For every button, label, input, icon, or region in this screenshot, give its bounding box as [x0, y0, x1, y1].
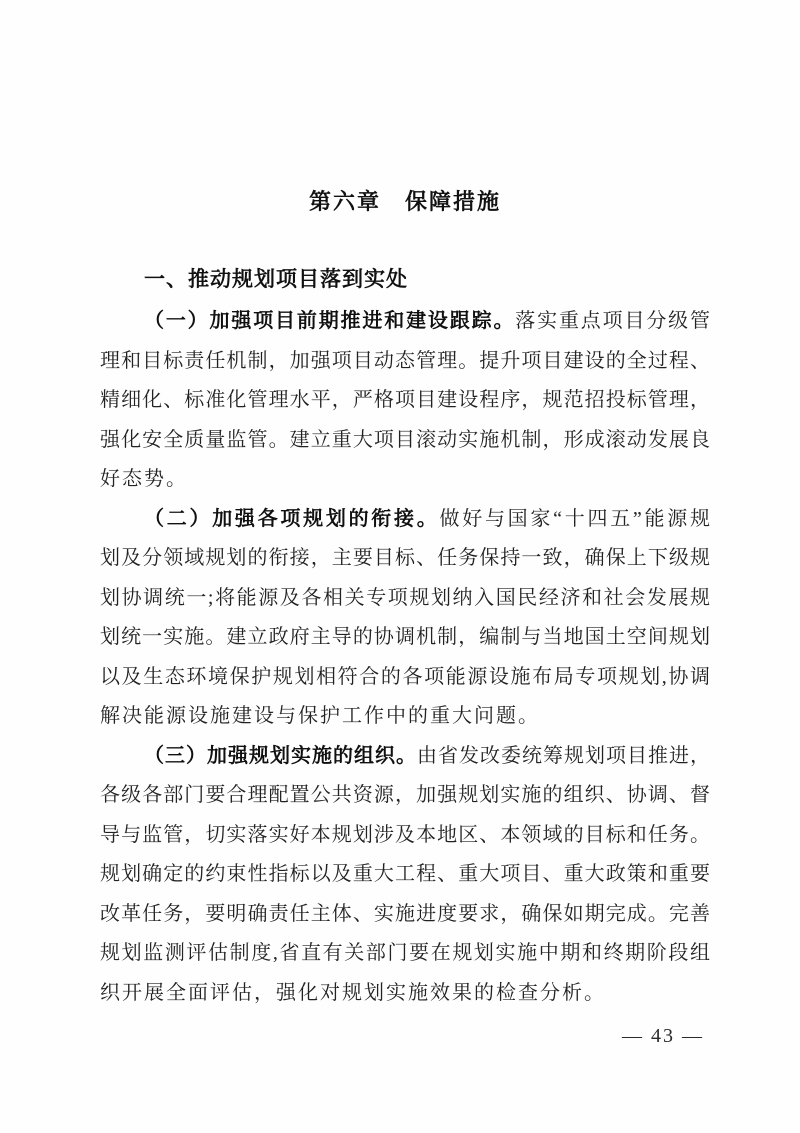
paragraph-2-line-3: 划协调统一;将能源及各相关专项规划纳入国民经济和社会发展规: [100, 586, 710, 609]
paragraph-1-line-3: 精细化、标准化管理水平，严格项目建设程序，规范招投标管理，: [100, 389, 710, 411]
paragraph-3-line-7: 织开展全面评估，强化对规划实施效果的检查分析。: [100, 981, 606, 1004]
page-number: — 43 —: [622, 1025, 704, 1047]
paragraph-3-line-1-text: 由省发改委统筹规划项目推进，: [417, 744, 710, 767]
paragraph-2-line-2: 划及分领域规划的衔接，主要目标、任务保持一致，确保上下级规: [100, 547, 710, 569]
paragraph-2-line-5: 以及生态环境保护规划相符合的各项能源设施布局专项规划,协调: [100, 665, 710, 688]
paragraph-3-line-1: [100, 737, 710, 777]
chapter-title: 第六章 保障措施: [308, 189, 501, 214]
paragraph-2-line-1-text: 做好与国家“十四五”能源规: [439, 507, 710, 530]
paragraph-1-lead: （一）加强项目前期推进和建设跟踪。: [144, 310, 516, 332]
paragraph-1-line-5: 好态势。: [100, 468, 188, 490]
paragraph-2-line-6: 解决能源设施建设与保护工作中的重大问题。: [100, 705, 540, 727]
paragraph-3-line-3: 导与监管，切实落实好本规划涉及本地区、本领域的目标和任务。: [100, 823, 710, 846]
paragraph-3-line-5: 改革任务，要明确责任主体、实施进度要求，确保如期完成。完善: [100, 902, 710, 925]
document-body: [100, 302, 710, 1013]
paragraph-1-line-1-text: 落实重点项目分级管: [515, 310, 710, 332]
paragraph-3-line-4: 规划确定的约束性指标以及重大工程、重大项目、重大政策和重要: [100, 863, 710, 885]
paragraph-1-line-1: [100, 302, 710, 342]
section-heading: 一、推动规划项目落到实处: [144, 268, 408, 291]
paragraph-3-line-6: 规划监测评估制度,省直有关部门要在规划实施中期和终期阶段组: [100, 942, 710, 964]
paragraph-1-line-2: 理和目标责任机制，加强项目动态管理。提升项目建设的全过程、: [100, 349, 710, 372]
paragraph-2-lead: （二）加强各项规划的衔接。: [144, 507, 440, 530]
paragraph-3-lead: （三）加强规划实施的组织。: [144, 744, 417, 767]
paragraph-2-line-1: [100, 500, 710, 540]
paragraph-2-line-4: 划统一实施。建立政府主导的协调机制，编制与当地国土空间规划: [100, 626, 710, 648]
paragraph-3-line-2: 各级各部门要合理配置公共资源，加强规划实施的组织、协调、督: [100, 784, 710, 806]
paragraph-1-line-4: 强化安全质量监管。建立重大项目滚动实施机制，形成滚动发展良: [100, 428, 710, 451]
